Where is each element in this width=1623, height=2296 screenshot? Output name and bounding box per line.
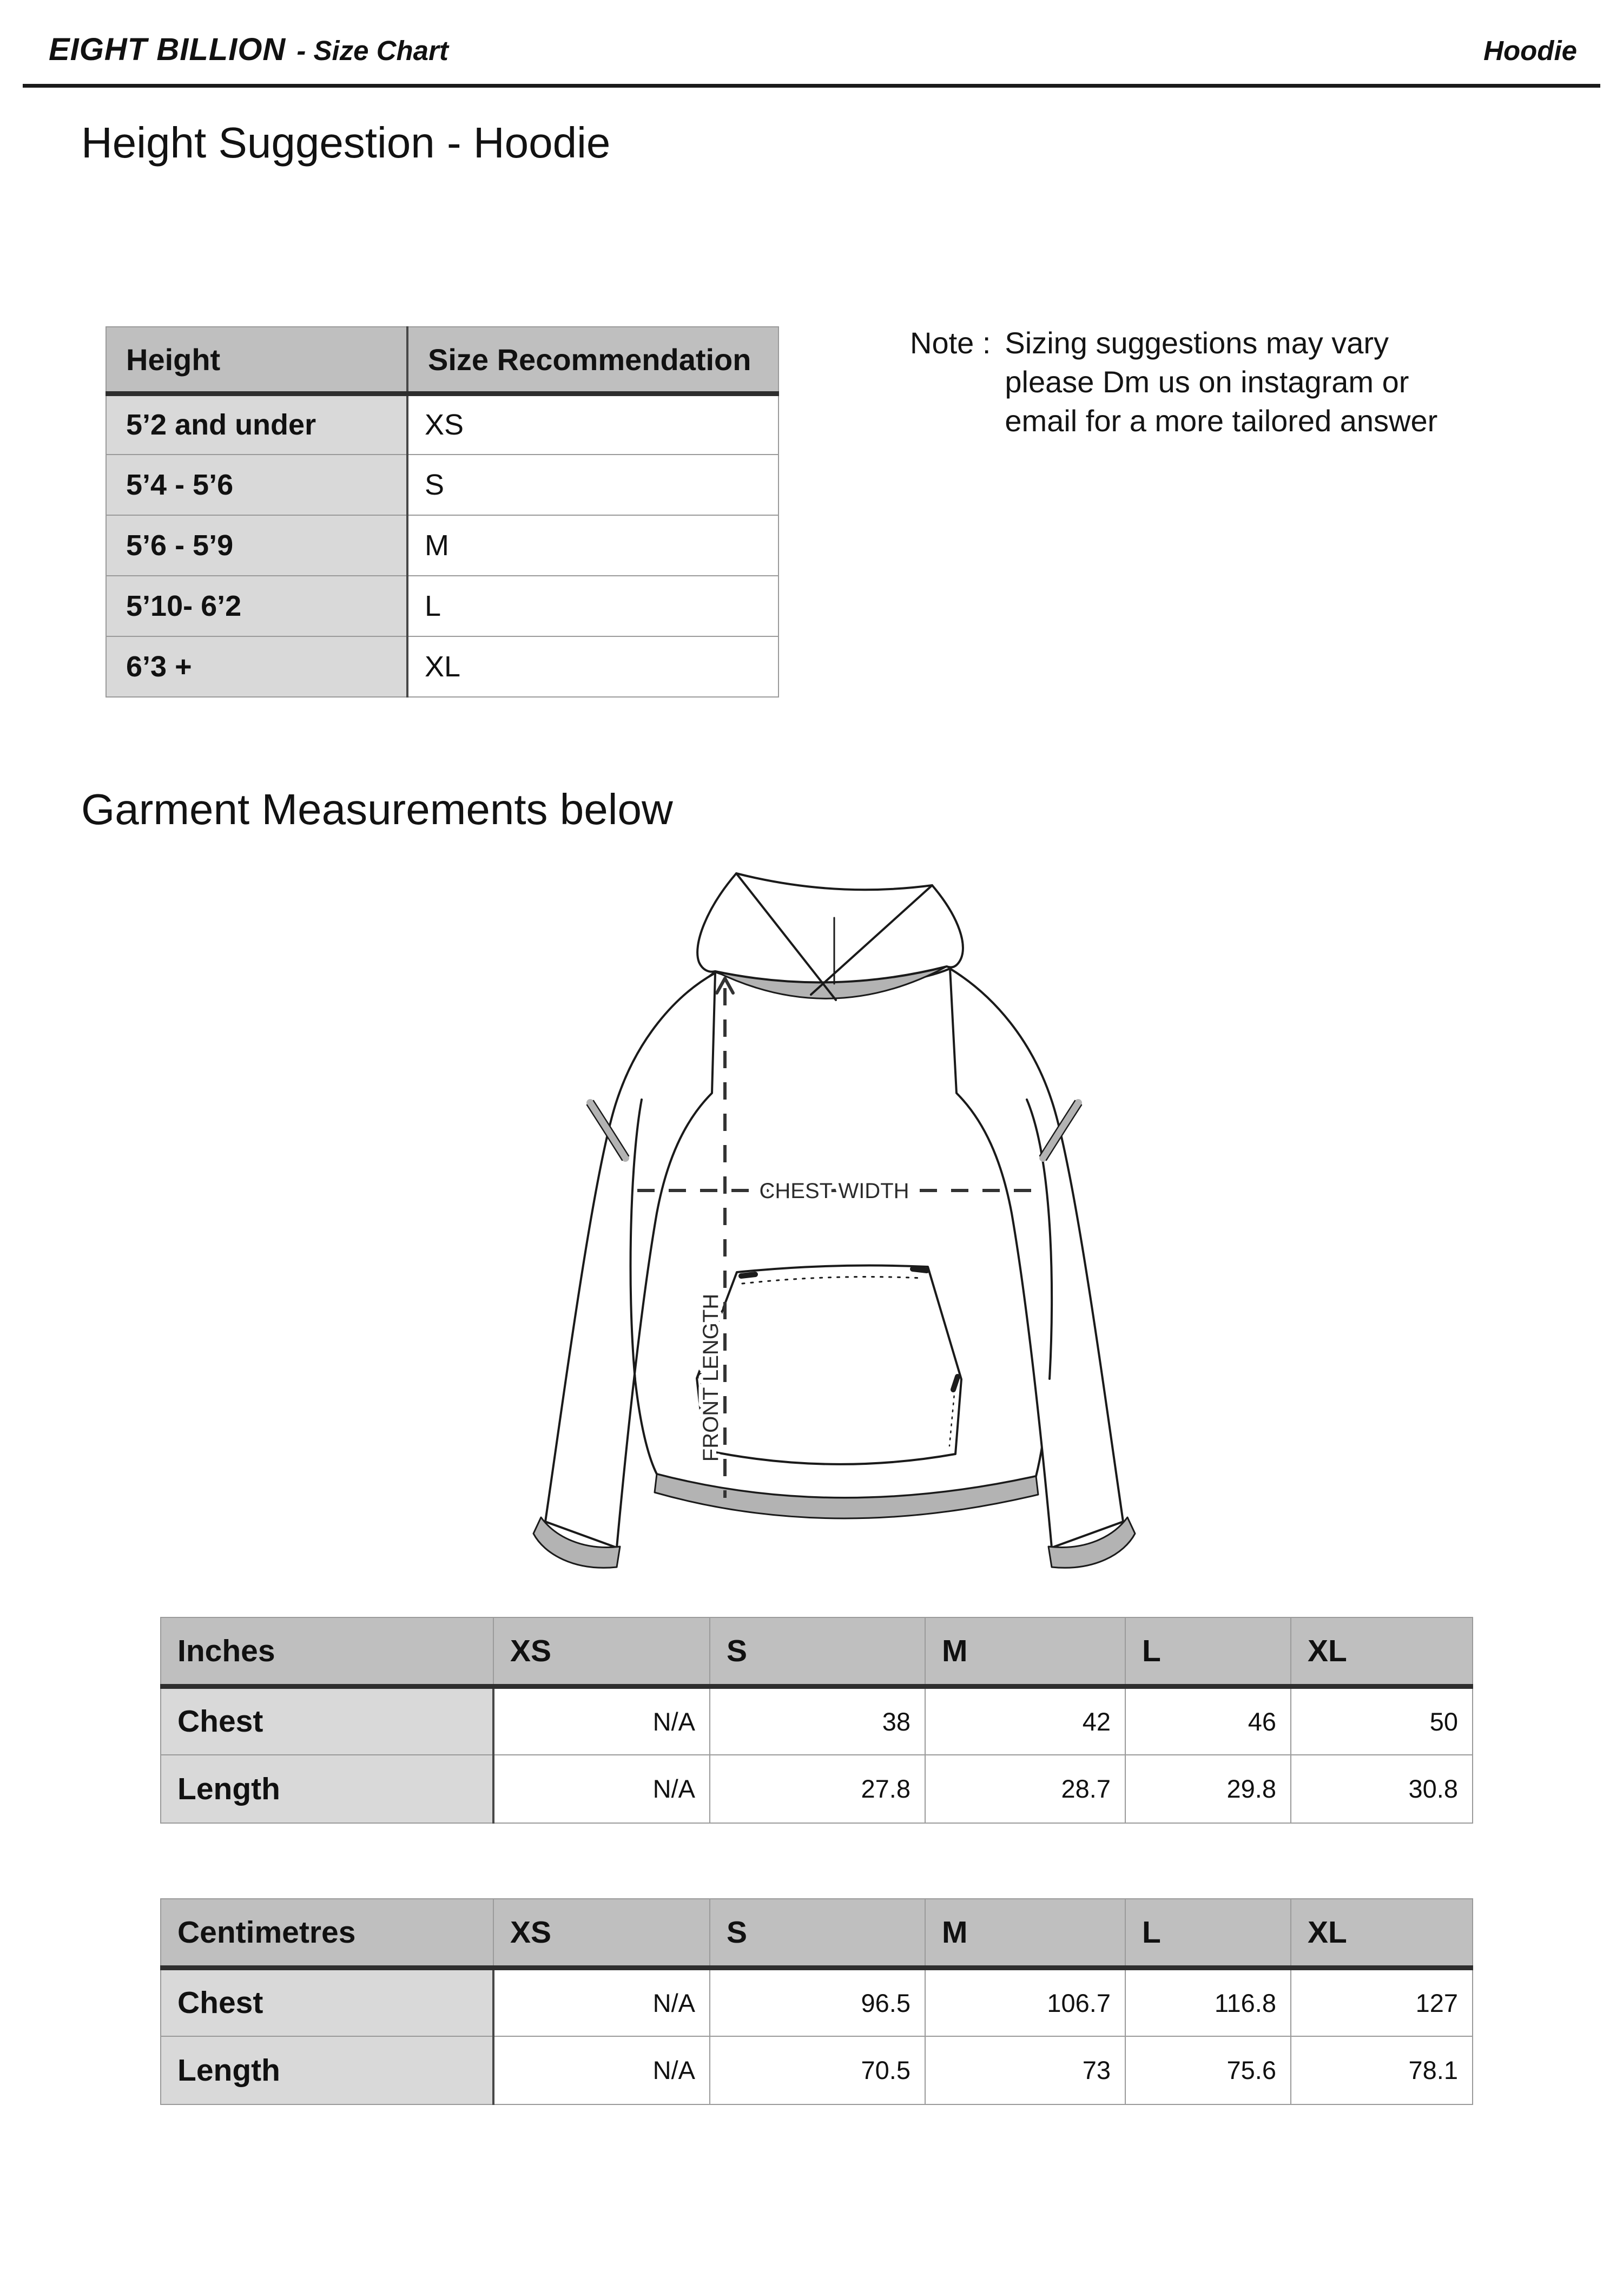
table-row (161, 1755, 1473, 1823)
size-header-s: S (710, 1899, 925, 1968)
note-line: please Dm us on instagram or (1005, 365, 1409, 399)
table-row (106, 576, 778, 636)
size-header-xs: XS (493, 1899, 710, 1968)
value-cell: 96.5 (710, 1968, 925, 2036)
inches-header-row (161, 1617, 1473, 1687)
value-cell: N/A (493, 2036, 710, 2104)
value-cell: 42 (925, 1687, 1125, 1755)
height-range-cell: 5’4 - 5’6 (106, 455, 407, 515)
size-cell: M (407, 515, 778, 576)
table-row (106, 636, 778, 697)
page-title: Height Suggestion - Hoodie (81, 119, 611, 167)
centimetres-table (160, 1898, 1473, 2105)
height-range-cell: 5’6 - 5’9 (106, 515, 407, 576)
note-line: email for a more tailored answer (1005, 404, 1438, 438)
doc-type-label: Hoodie (1483, 35, 1577, 66)
document-header (49, 31, 1577, 68)
height-range-cell: 5’2 and under (106, 394, 407, 455)
value-cell: 50 (1291, 1687, 1473, 1755)
size-header-m: M (925, 1899, 1125, 1968)
garment-section-title: Garment Measurements below (81, 785, 673, 833)
height-range-cell: 6’3 + (106, 636, 407, 697)
value-cell: 29.8 (1125, 1755, 1291, 1823)
value-cell: 28.7 (925, 1755, 1125, 1823)
value-cell: 73 (925, 2036, 1125, 2104)
unit-header: Centimetres (161, 1899, 493, 1968)
value-cell: 75.6 (1125, 2036, 1291, 2104)
table-row (106, 455, 778, 515)
measurement-label: Chest (161, 1968, 493, 2036)
value-cell: N/A (493, 1755, 710, 1823)
height-table-header-row (106, 327, 778, 394)
height-table (105, 326, 779, 698)
table-row (106, 394, 778, 455)
value-cell: N/A (493, 1968, 710, 2036)
height-column-header: Height (106, 327, 407, 394)
size-header-xs: XS (493, 1617, 710, 1687)
value-cell: 116.8 (1125, 1968, 1291, 2036)
hoodie-diagram (514, 866, 1142, 1586)
inches-table (160, 1617, 1473, 1824)
value-cell: 78.1 (1291, 2036, 1473, 2104)
sizing-note (910, 324, 1437, 440)
size-header-xl: XL (1291, 1617, 1473, 1687)
size-chart-subtitle: - Size Chart (296, 35, 448, 66)
size-header-l: L (1125, 1617, 1291, 1687)
chest-width-label: CHEST WIDTH (759, 1179, 909, 1203)
value-cell: 38 (710, 1687, 925, 1755)
brand-logo: EIGHT BILLION (49, 32, 286, 67)
measurement-label: Chest (161, 1687, 493, 1755)
size-cell: S (407, 455, 778, 515)
size-header-m: M (925, 1617, 1125, 1687)
measurement-label: Length (161, 2036, 493, 2104)
size-cell: XL (407, 636, 778, 697)
value-cell: 127 (1291, 1968, 1473, 2036)
measurement-label: Length (161, 1755, 493, 1823)
hood (697, 873, 963, 982)
size-header-xl: XL (1291, 1899, 1473, 1968)
size-header-s: S (710, 1617, 925, 1687)
size-header-l: L (1125, 1899, 1291, 1968)
value-cell: 30.8 (1291, 1755, 1473, 1823)
table-row (161, 2036, 1473, 2104)
value-cell: 27.8 (710, 1755, 925, 1823)
front-length-label: FRONT LENGTH (699, 1293, 723, 1462)
size-cell: XS (407, 394, 778, 455)
note-text (1005, 324, 1437, 440)
size-recommendation-column-header: Size Recommendation (407, 327, 778, 394)
kangaroo-pocket (697, 1266, 961, 1464)
height-range-cell: 5’10- 6’2 (106, 576, 407, 636)
value-cell: 106.7 (925, 1968, 1125, 2036)
size-cell: L (407, 576, 778, 636)
note-line: Sizing suggestions may vary (1005, 326, 1389, 360)
note-label: Note : (910, 326, 991, 360)
unit-header: Inches (161, 1617, 493, 1687)
value-cell: 46 (1125, 1687, 1291, 1755)
value-cell: N/A (493, 1687, 710, 1755)
table-row (161, 1687, 1473, 1755)
table-row (106, 515, 778, 576)
centimetres-header-row (161, 1899, 1473, 1968)
table-row (161, 1968, 1473, 2036)
header-divider (23, 84, 1600, 88)
value-cell: 70.5 (710, 2036, 925, 2104)
